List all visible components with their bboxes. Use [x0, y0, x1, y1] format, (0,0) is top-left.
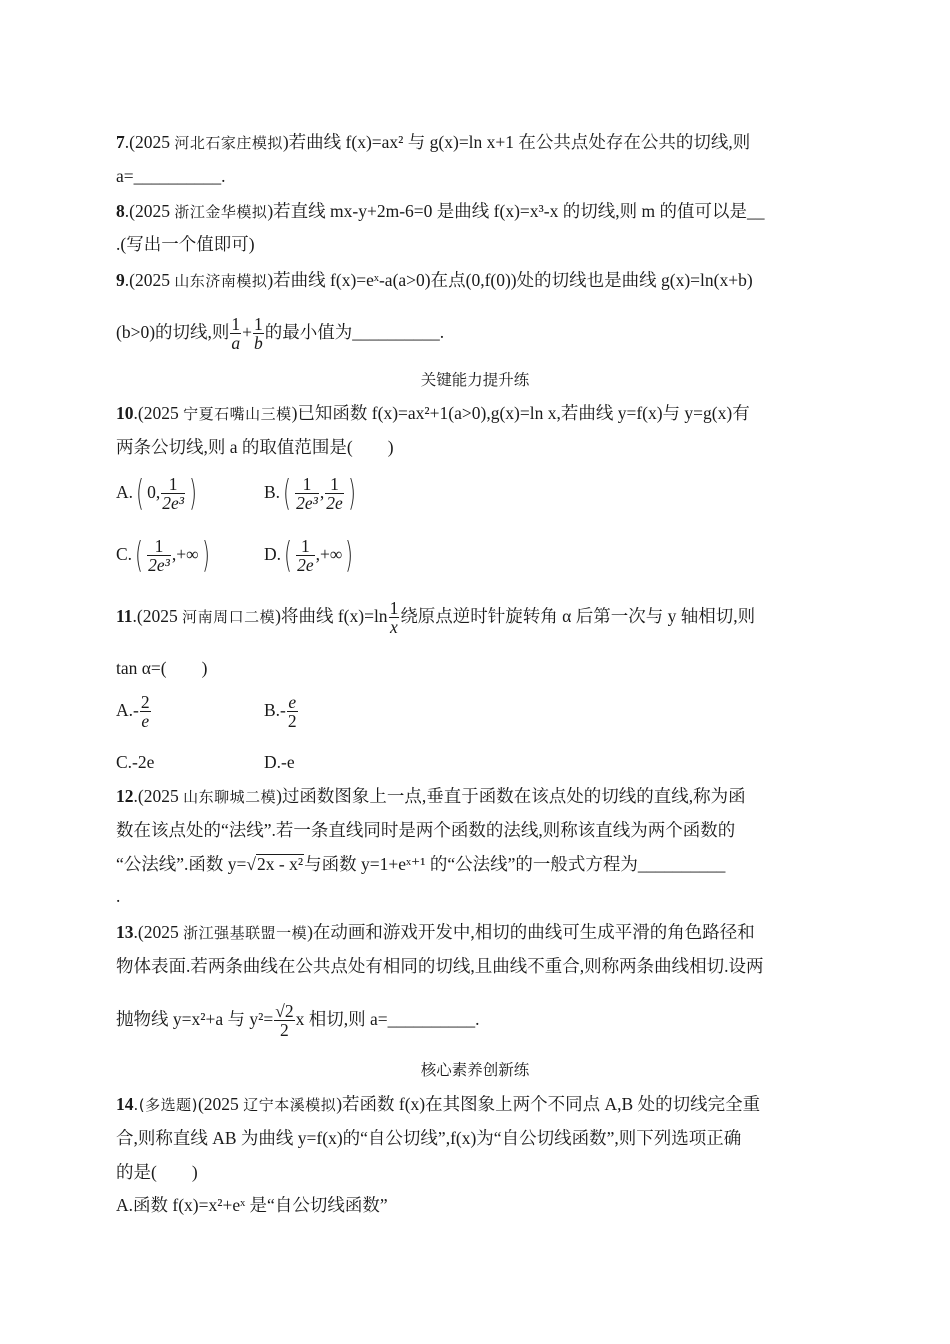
q10-text: )已知函数 f(x)=ax²+1(a>0),g(x)=ln x,若曲线 y=f(x)与 y=g(x)有 — [291, 403, 750, 423]
q14-tag: .(多选题) — [133, 1096, 198, 1114]
q10-option-b[interactable]: B.( $\frac{1}{\text{2e³}}$ , $\frac{1}{2e}$ ) — [264, 472, 356, 514]
q10-option-c[interactable]: C.( $\frac{1}{\text{2e³}}$ ,+∞) — [116, 534, 210, 576]
q9-frac1-den: a — [231, 333, 241, 354]
q14-option-a[interactable]: A.函数 f(x)=x²+eˣ 是“自公切线函数” — [116, 1195, 388, 1215]
q10-option-d[interactable]: D.( $\frac{1}{2e}$ ,+∞) — [264, 534, 354, 576]
q10-a-num: 1 — [161, 475, 185, 494]
q10-line1 — [116, 401, 750, 426]
q12-year: .(2025 — [133, 786, 184, 806]
q9-fraction-1a — [230, 315, 241, 353]
q10-b-fraction-2 — [325, 475, 344, 513]
q10-number: 10 — [116, 403, 134, 423]
q7-line1 — [116, 130, 750, 155]
q14-line2: 合,则称直线 AB 为曲线 y=f(x)的“自公切线”,f(x)为“自公切线函数”,则下列选项正确 — [116, 1128, 742, 1148]
q14-line1 — [116, 1092, 760, 1117]
q13-frac-den: 2 — [280, 1020, 289, 1041]
q11-a-den: e — [141, 711, 150, 732]
q14-source: 辽宁本溪模拟 — [243, 1096, 337, 1114]
q11-option-d[interactable]: D.-e — [264, 752, 295, 772]
q12-line4: . — [116, 886, 121, 906]
q12-line2: 数在该点处的“法线”.若一条直线同时是两个函数的法线,则称该直线为两个函数的 — [116, 820, 736, 840]
q12-line1 — [116, 784, 746, 809]
q9-line2-post: 的最小值为__________. — [264, 322, 445, 342]
q11-number: 11 — [116, 606, 133, 626]
q9-plus: + — [242, 322, 253, 342]
q13-line1 — [116, 920, 755, 945]
q8-line2: .(写出一个值即可) — [116, 234, 255, 254]
q11-a-num: 2 — [140, 692, 150, 713]
q11-line1 — [116, 592, 755, 641]
q10-d-right: +∞ — [319, 544, 343, 564]
q12-number: 12 — [116, 786, 134, 806]
q11-frac-num: 1 — [389, 598, 399, 619]
q10-c-fraction — [147, 537, 171, 575]
q9-line2-pre: (b>0)的切线,则 — [116, 322, 230, 342]
q14-year: (2025 — [197, 1094, 244, 1114]
q11-line1-post: 绕原点逆时针旋转角 α 后第一次与 y 轴相切,则 — [400, 606, 756, 626]
q10-line2: 两条公切线,则 a 的取值范围是( ) — [116, 437, 394, 457]
q11-source: 河南周口二模 — [182, 608, 276, 626]
q9-fraction-1b — [253, 315, 264, 353]
q10-b-label: B. — [264, 482, 281, 502]
q12-line3-post: 与函数 y=1+eˣ⁺¹ 的“公法线”的一般式方程为__________ — [304, 854, 726, 874]
q8-line1 — [116, 199, 764, 224]
q10-a-label: A. — [116, 482, 134, 502]
q10-b-fraction-1 — [295, 475, 319, 513]
q11-year: .(2025 — [132, 606, 183, 626]
q7-number: 7 — [116, 132, 125, 152]
q10-source: 宁夏石嘴山三模 — [183, 405, 292, 423]
q11-b-fraction — [287, 693, 298, 731]
q13-line3-pre: 抛物线 y=x²+a 与 y²= — [116, 1009, 274, 1029]
q10-b-den1: 2e³ — [296, 493, 318, 514]
q10-d-label: D. — [264, 544, 282, 564]
q12-sqrt-body: 2x - x² — [257, 854, 304, 874]
q10-b-num2: 1 — [325, 475, 344, 494]
q8-number: 8 — [116, 201, 125, 221]
q10-c-right: +∞ — [176, 544, 199, 564]
q11-option-a[interactable] — [116, 686, 152, 734]
q9-frac1-num: 1 — [231, 314, 241, 335]
q7-line2: a=__________. — [116, 166, 226, 186]
q12-text: )过函数图象上一点,垂直于函数在该点处的切线的直线,称为函 — [276, 786, 746, 806]
q7-text: )若曲线 f(x)=ax² 与 g(x)=ln x+1 在公共点处存在公共的切线,则 — [282, 132, 751, 152]
q8-text: )若直线 mx-y+2m-6=0 是曲线 f(x)=x³-x 的切线,则 m 的值可以是__ — [267, 201, 765, 221]
q10-a-left: 0 — [147, 482, 156, 502]
q11-option-c[interactable]: C.-2e — [116, 752, 155, 772]
q13-line3-post: x 相切,则 a=__________. — [295, 1009, 480, 1029]
q8-source: 浙江金华模拟 — [174, 203, 268, 221]
q9-line2 — [116, 308, 444, 356]
q11-option-b[interactable] — [264, 686, 299, 734]
q13-line3 — [116, 993, 480, 1045]
q14-number: 14 — [116, 1094, 134, 1114]
q9-source: 山东济南模拟 — [174, 272, 268, 290]
q9-text: )若曲线 f(x)=eˣ-a(a>0)在点(0,f(0))处的切线也是曲线 g(x)=ln(x+b) — [267, 270, 753, 290]
q10-b-num1: 1 — [295, 475, 319, 494]
q13-year: .(2025 — [133, 922, 184, 942]
section-heading-key-ability: 关键能力提升练 — [420, 371, 530, 389]
q7-year: .(2025 — [124, 132, 175, 152]
q9-line1 — [116, 268, 753, 293]
q11-frac-den: x — [390, 617, 398, 638]
q10-c-den: 2e³ — [148, 555, 170, 576]
q12-sqrt: √2x - x² — [246, 854, 304, 874]
q10-b-den2: 2e — [326, 493, 343, 514]
q13-source: 浙江强基联盟一模 — [183, 924, 308, 942]
q14-text: )若函数 f(x)在其图象上两个不同点 A,B 处的切线完全重 — [336, 1094, 761, 1114]
q9-year: .(2025 — [124, 270, 175, 290]
q12-line3-pre: “公法线”.函数 y= — [116, 854, 247, 874]
q10-d-num: 1 — [296, 537, 315, 556]
q8-year: .(2025 — [124, 201, 175, 221]
q10-d-den: 2e — [297, 555, 314, 576]
q14-line3: 的是( ) — [116, 1162, 198, 1182]
q13-line2: 物体表面.若两条曲线在公共点处有相同的切线,且曲线不重合,则称两条曲线相切.设两 — [116, 956, 764, 976]
q10-a-den: 2e³ — [162, 493, 184, 514]
q7-source: 河北石家庄模拟 — [174, 134, 283, 152]
q13-fraction — [274, 1002, 294, 1040]
q13-frac-num: √2 — [275, 1001, 294, 1022]
section-heading-core-literacy: 核心素养创新练 — [420, 1061, 530, 1079]
q10-c-label: C. — [116, 544, 133, 564]
q13-number: 13 — [116, 922, 134, 942]
q11-b-label: B.- — [264, 700, 286, 720]
q11-a-label: A.- — [116, 700, 139, 720]
q10-year: .(2025 — [133, 403, 184, 423]
q11-a-fraction — [140, 693, 151, 731]
q12-line3 — [116, 852, 725, 876]
q10-d-fraction — [296, 537, 315, 575]
q11-b-den: 2 — [287, 711, 297, 732]
q11-fraction — [389, 599, 400, 637]
q9-number: 9 — [116, 270, 125, 290]
q10-a-fraction — [161, 475, 185, 513]
q9-frac2-num: 1 — [254, 314, 263, 335]
q11-line1-pre: )将曲线 f(x)=ln — [275, 606, 388, 626]
q10-option-a[interactable]: A.( 0, $\frac{1}{\text{2e³}}$ ) — [116, 472, 197, 514]
q13-text: )在动画和游戏开发中,相切的曲线可生成平滑的角色路径和 — [307, 922, 755, 942]
q9-frac2-den: b — [254, 333, 263, 354]
q12-source: 山东聊城二模 — [183, 788, 277, 806]
q11-b-num: e — [288, 692, 297, 713]
q10-c-num: 1 — [147, 537, 171, 556]
q11-line2: tan α=( ) — [116, 658, 208, 678]
